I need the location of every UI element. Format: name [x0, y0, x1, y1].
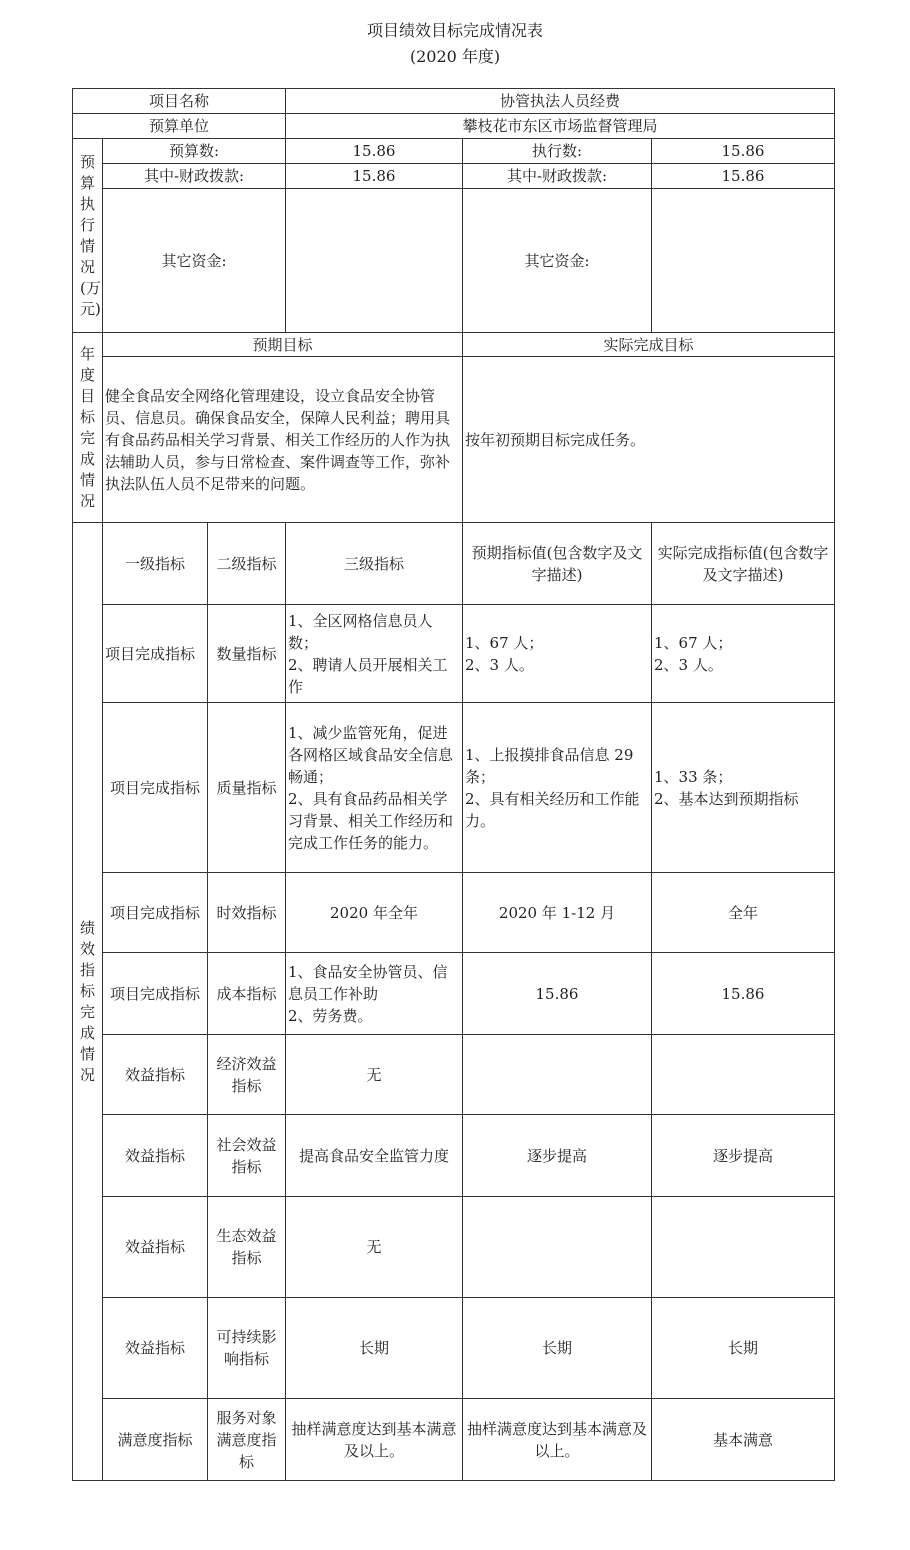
expected-cell: 1、67 人； 2、3 人。	[463, 605, 652, 703]
level1-cell: 项目完成指标	[103, 605, 208, 703]
expected-target-header: 预期目标	[103, 333, 463, 357]
unit-row	[73, 114, 835, 139]
level2-cell: 服务对象满意度指标	[208, 1399, 286, 1481]
annual-content-row	[73, 357, 835, 523]
unit-label: 预算单位	[73, 114, 286, 139]
other-funds-row	[73, 189, 835, 333]
fiscal-value-2: 15.86	[652, 164, 835, 189]
expected-target-text: 健全食品安全网络化管理建设，设立食品安全协管员、信息员。确保食品安全，保障人民利益；聘用具有食品药品相关学习背景、相关工作经历的人作为执法辅助人员，参与日常检查、案件调查等工作，弥补执法队伍人员不足带来的问题。	[103, 357, 463, 523]
annual-section-label: 年度目标完成情况	[73, 333, 103, 523]
project-name-label: 项目名称	[73, 89, 286, 114]
fiscal-value: 15.86	[286, 164, 463, 189]
year-subtitle: (2020 年度)	[409, 47, 501, 66]
expected-cell	[463, 1035, 652, 1115]
expected-value-header: 预期指标值(包含数字及文字描述)	[463, 523, 652, 605]
level2-cell: 经济效益指标	[208, 1035, 286, 1115]
unit-value: 攀枝花市东区市场监督管理局	[286, 114, 835, 139]
level1-header: 一级指标	[103, 523, 208, 605]
level2-cell: 可持续影响指标	[208, 1298, 286, 1399]
budget-row	[73, 139, 835, 164]
indicator-header-row	[73, 523, 835, 605]
level2-cell: 生态效益指标	[208, 1197, 286, 1298]
table-row	[73, 953, 835, 1035]
actual-cell: 15.86	[652, 953, 835, 1035]
table-row	[73, 1197, 835, 1298]
level1-cell: 项目完成指标	[103, 953, 208, 1035]
level3-cell: 抽样满意度达到基本满意及以上。	[286, 1399, 463, 1481]
expected-cell: 15.86	[463, 953, 652, 1035]
level3-cell: 无	[286, 1035, 463, 1115]
annual-header-row	[73, 333, 835, 357]
level3-header: 三级指标	[286, 523, 463, 605]
expected-cell: 2020 年 1-12 月	[463, 873, 652, 953]
level1-cell: 效益指标	[103, 1035, 208, 1115]
expected-cell: 1、上报摸排食品信息 29 条； 2、具有相关经历和工作能力。	[463, 703, 652, 873]
actual-target-text: 按年初预期目标完成任务。	[463, 357, 835, 523]
actual-value-header: 实际完成指标值(包含数字及文字描述)	[652, 523, 835, 605]
actual-cell: 1、33 条； 2、基本达到预期指标	[652, 703, 835, 873]
level1-cell: 效益指标	[103, 1197, 208, 1298]
level2-header: 二级指标	[208, 523, 286, 605]
performance-table	[72, 88, 835, 1481]
exec-label: 执行数:	[463, 139, 652, 164]
level3-cell: 1、食品安全协管员、信息员工作补助 2、劳务费。	[286, 953, 463, 1035]
level1-cell: 项目完成指标	[103, 703, 208, 873]
project-name-value: 协管执法人员经费	[286, 89, 835, 114]
level1-cell: 项目完成指标	[103, 873, 208, 953]
expected-cell	[463, 1197, 652, 1298]
level3-cell: 无	[286, 1197, 463, 1298]
level3-cell: 提高食品安全监管力度	[286, 1115, 463, 1197]
level3-cell: 2020 年全年	[286, 873, 463, 953]
actual-cell: 全年	[652, 873, 835, 953]
other-funds-label: 其它资金:	[103, 189, 286, 333]
budget-section-label: 预算执行情况(万元)	[73, 139, 103, 333]
other-funds-value	[286, 189, 463, 333]
other-funds-value-2	[652, 189, 835, 333]
level1-cell: 效益指标	[103, 1115, 208, 1197]
actual-cell: 长期	[652, 1298, 835, 1399]
level2-cell: 时效指标	[208, 873, 286, 953]
table-row	[73, 1035, 835, 1115]
page-title: 项目绩效目标完成情况表	[366, 21, 543, 40]
exec-value: 15.86	[652, 139, 835, 164]
table-row	[73, 703, 835, 873]
level3-cell: 1、全区网格信息员人数； 2、聘请人员开展相关工作	[286, 605, 463, 703]
other-funds-label-2: 其它资金:	[463, 189, 652, 333]
table-row	[73, 1298, 835, 1399]
actual-cell: 基本满意	[652, 1399, 835, 1481]
table-row	[73, 1115, 835, 1197]
fiscal-row	[73, 164, 835, 189]
level1-cell: 满意度指标	[103, 1399, 208, 1481]
budget-label: 预算数:	[103, 139, 286, 164]
level2-cell: 社会效益指标	[208, 1115, 286, 1197]
expected-cell: 抽样满意度达到基本满意及以上。	[463, 1399, 652, 1481]
table-row	[73, 1399, 835, 1481]
level1-cell: 效益指标	[103, 1298, 208, 1399]
table-row	[73, 605, 835, 703]
budget-value: 15.86	[286, 139, 463, 164]
level3-cell: 长期	[286, 1298, 463, 1399]
table-row	[73, 873, 835, 953]
level2-cell: 质量指标	[208, 703, 286, 873]
level2-cell: 数量指标	[208, 605, 286, 703]
project-name-row	[73, 89, 835, 114]
fiscal-label: 其中-财政拨款:	[103, 164, 286, 189]
expected-cell: 长期	[463, 1298, 652, 1399]
performance-section-label: 绩效指标完成情况	[73, 523, 103, 1481]
actual-cell	[652, 1035, 835, 1115]
fiscal-label-2: 其中-财政拨款:	[463, 164, 652, 189]
expected-cell: 逐步提高	[463, 1115, 652, 1197]
level2-cell: 成本指标	[208, 953, 286, 1035]
level3-cell: 1、减少监管死角，促进各网格区域食品安全信息畅通； 2、具有食品药品相关学习背景、相关工作经历和完成工作任务的能力。	[286, 703, 463, 873]
actual-cell: 逐步提高	[652, 1115, 835, 1197]
actual-cell	[652, 1197, 835, 1298]
actual-cell: 1、67 人； 2、3 人。	[652, 605, 835, 703]
actual-target-header: 实际完成目标	[463, 333, 835, 357]
